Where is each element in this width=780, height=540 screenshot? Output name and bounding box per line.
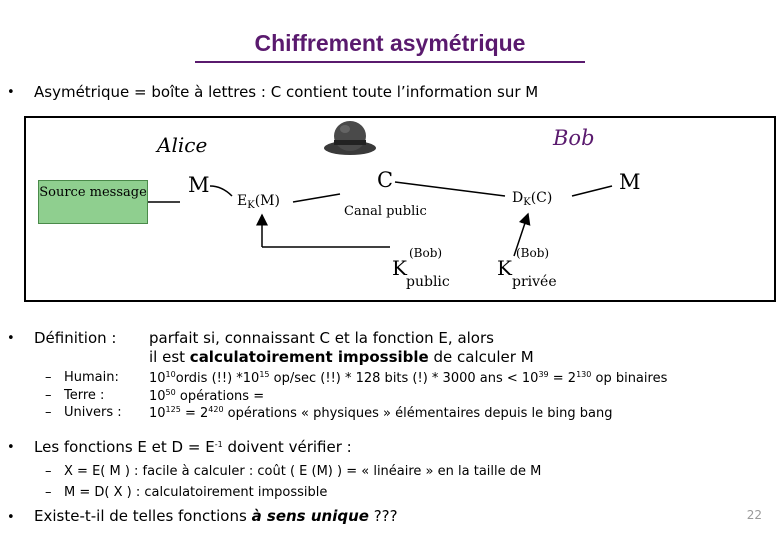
message-m-left: M <box>188 173 210 197</box>
univers-sup2: 420 <box>208 405 224 414</box>
humain-c: op/sec (!!) * 128 bits (!) * 3000 ans < 10 <box>269 371 539 386</box>
k-private-sup: (Bob) <box>516 246 550 260</box>
ek-e: E <box>237 193 248 209</box>
private-key-arrow <box>514 214 528 256</box>
humain-value <box>149 370 667 386</box>
terre-a: 10 <box>149 389 166 404</box>
message-m-right: M <box>619 170 641 194</box>
bob-label: Bob <box>553 126 595 150</box>
definition-label: Définition : <box>34 329 117 347</box>
univers-c: opérations « physiques » élémentaires depuis le bing bang <box>223 406 613 421</box>
humain-b: ordis (!!) *10 <box>175 371 260 386</box>
functions-b: doivent vérifier : <box>222 438 352 456</box>
definition-text-2a: il est <box>149 348 190 366</box>
humain-sup1: 10 <box>165 370 176 379</box>
dk-d: D <box>512 190 524 206</box>
definition-text-2b: calculatoirement impossible <box>189 348 429 366</box>
page-number: 22 <box>746 508 762 522</box>
dash-terre: – <box>45 388 52 403</box>
source-message-label: Source message <box>39 185 147 200</box>
dk-sub: K <box>523 197 531 208</box>
dash-humain: – <box>45 370 52 385</box>
alice-label: Alice <box>157 133 208 157</box>
asymmetric-definition: Asymétrique = boîte à lettres : C contient toute l’information sur M <box>34 83 539 101</box>
bullet-4: • <box>7 510 15 525</box>
terre-sup: 50 <box>165 388 176 397</box>
arrow-ek-to-c <box>293 194 340 202</box>
humain-sup4: 130 <box>576 370 592 379</box>
cipher-c: C <box>377 168 394 192</box>
bullet-3: • <box>7 440 15 455</box>
humain-e: op binaires <box>591 371 668 386</box>
functions-sup: -1 <box>214 440 223 449</box>
univers-value <box>149 405 612 421</box>
one-way-question <box>34 507 398 525</box>
dash-func-2: – <box>45 485 52 500</box>
humain-label: Humain: <box>64 370 119 385</box>
univers-sup1: 125 <box>165 405 181 414</box>
definition-text-2 <box>149 348 534 366</box>
humain-d: = 2 <box>548 371 577 386</box>
k-private: K <box>497 256 512 280</box>
functions-a: Les fonctions E et D = E <box>34 438 215 456</box>
definition-text-1: parfait si, connaissant C et la fonction E, alors <box>149 329 494 347</box>
k-public: K <box>392 256 407 280</box>
functions-sub-2: M = D( X ) : calculatoirement impossible <box>64 485 328 500</box>
humain-sup3: 39 <box>538 370 549 379</box>
terre-label: Terre : <box>64 388 105 403</box>
definition-text-2c: de calculer M <box>428 348 534 366</box>
univers-label: Univers : <box>64 405 122 420</box>
humain-a: 10 <box>149 371 166 386</box>
bullet-1: • <box>7 85 15 100</box>
k-public-sup: (Bob) <box>409 246 443 260</box>
question-b: à sens unique <box>251 507 369 525</box>
dash-univers: – <box>45 405 52 420</box>
slide-title: Chiffrement asymétrique <box>254 30 526 56</box>
humain-sup2: 15 <box>259 370 270 379</box>
univers-b: = 2 <box>180 406 209 421</box>
terre-value <box>149 388 264 404</box>
arrow-dk-to-m <box>572 186 612 196</box>
question-a: Existe-t-il de telles fonctions <box>34 507 252 525</box>
functions-line <box>34 438 352 456</box>
ek-tail: (M) <box>254 193 280 209</box>
bullet-2: • <box>7 331 15 346</box>
univers-a: 10 <box>149 406 166 421</box>
canal-public-label: Canal public <box>344 204 427 219</box>
dash-func-1: – <box>45 464 52 479</box>
arrow-m-to-ek <box>210 186 232 196</box>
dk-tail: (C) <box>530 190 553 206</box>
arrow-c-to-dk <box>395 182 505 196</box>
functions-sub-1: X = E( M ) : facile à calculer : coût ( E (M) ) = « linéaire » en la taille de M <box>64 464 542 479</box>
k-public-sub: public <box>406 274 450 290</box>
question-c: ??? <box>368 507 398 525</box>
k-private-sub: privée <box>512 274 557 290</box>
terre-b: opérations = <box>175 389 265 404</box>
ek-sub: K <box>247 200 255 211</box>
